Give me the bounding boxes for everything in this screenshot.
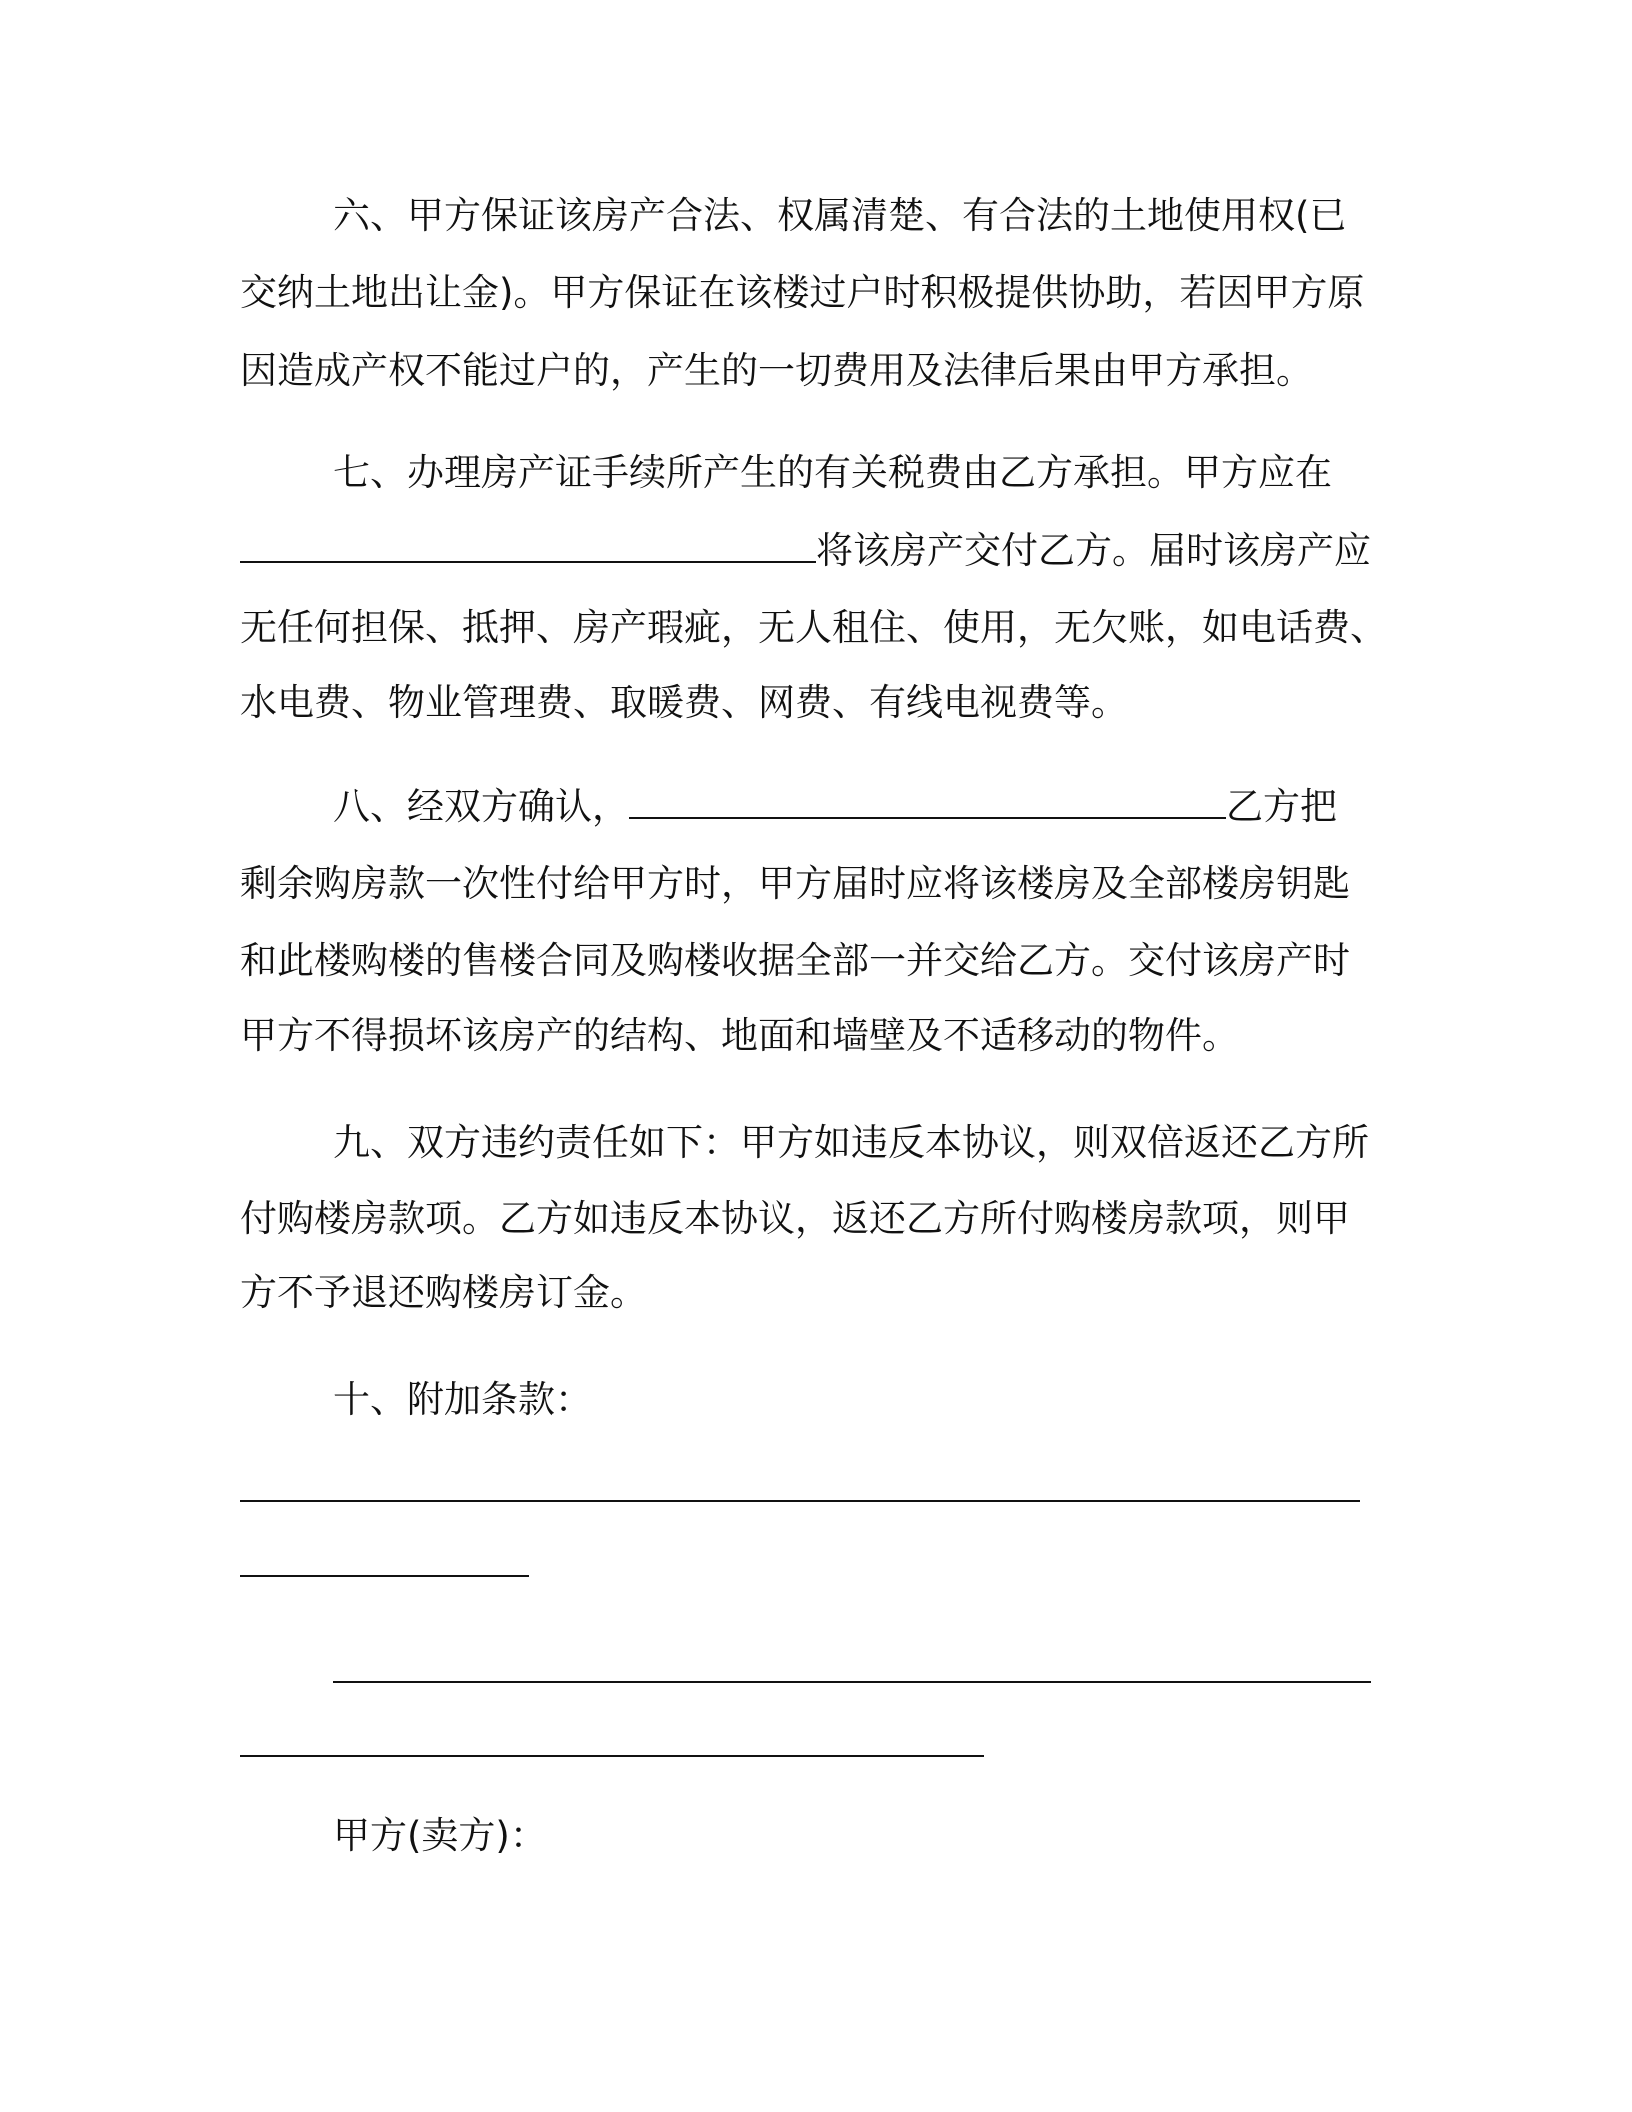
- additional-terms-blank[interactable]: [333, 1681, 1371, 1683]
- additional-terms-blank[interactable]: [240, 1500, 1360, 1502]
- clause-7-line: 七、办理房产证手续所产生的有关税费由乙方承担。甲方应在: [333, 451, 1332, 494]
- clause-9-line: 九、双方违约责任如下：甲方如违反本协议，则双倍返还乙方所: [333, 1121, 1369, 1164]
- clause-8-line: 剩余购房款一次性付给甲方时，甲方届时应将该楼房及全部楼房钥匙: [240, 862, 1350, 905]
- clause-9-line: 方不予退还购楼房订金。: [240, 1271, 647, 1314]
- clause-8-text: 八、经双方确认，: [333, 785, 629, 828]
- clause-6-line: 六、甲方保证该房产合法、权属清楚、有合法的土地使用权(已: [333, 194, 1347, 237]
- clause-10-title: 十、附加条款：: [333, 1378, 592, 1421]
- confirmation-blank[interactable]: [629, 787, 1226, 819]
- clause-8-line: 甲方不得损坏该房产的结构、地面和墙壁及不适移动的物件。: [240, 1014, 1239, 1057]
- clause-6-line: 因造成产权不能过户的，产生的一切费用及法律后果由甲方承担。: [240, 349, 1313, 392]
- clause-9-line: 付购楼房款项。乙方如违反本协议，返还乙方所付购楼房款项，则甲: [240, 1197, 1350, 1240]
- clause-7-line: 无任何担保、抵押、房产瑕疵，无人租住、使用，无欠账，如电话费、: [240, 606, 1387, 649]
- delivery-date-blank[interactable]: [240, 531, 816, 563]
- clause-8-line: 和此楼购楼的售楼合同及购楼收据全部一并交给乙方。交付该房产时: [240, 939, 1350, 982]
- clause-7-line: 水电费、物业管理费、取暖费、网费、有线电视费等。: [240, 681, 1128, 724]
- party-a-signature-label: 甲方(卖方)：: [333, 1814, 547, 1857]
- clause-7-line: [240, 529, 1371, 573]
- additional-terms-blank[interactable]: [240, 1755, 984, 1757]
- clause-8-line: [333, 785, 1337, 829]
- clause-7-text: 将该房产交付乙方。届时该房产应: [816, 529, 1371, 572]
- additional-terms-blank[interactable]: [240, 1575, 529, 1577]
- clause-8-text: 乙方把: [1226, 785, 1337, 828]
- clause-6-line: 交纳土地出让金)。甲方保证在该楼过户时积极提供协助，若因甲方原: [240, 271, 1365, 314]
